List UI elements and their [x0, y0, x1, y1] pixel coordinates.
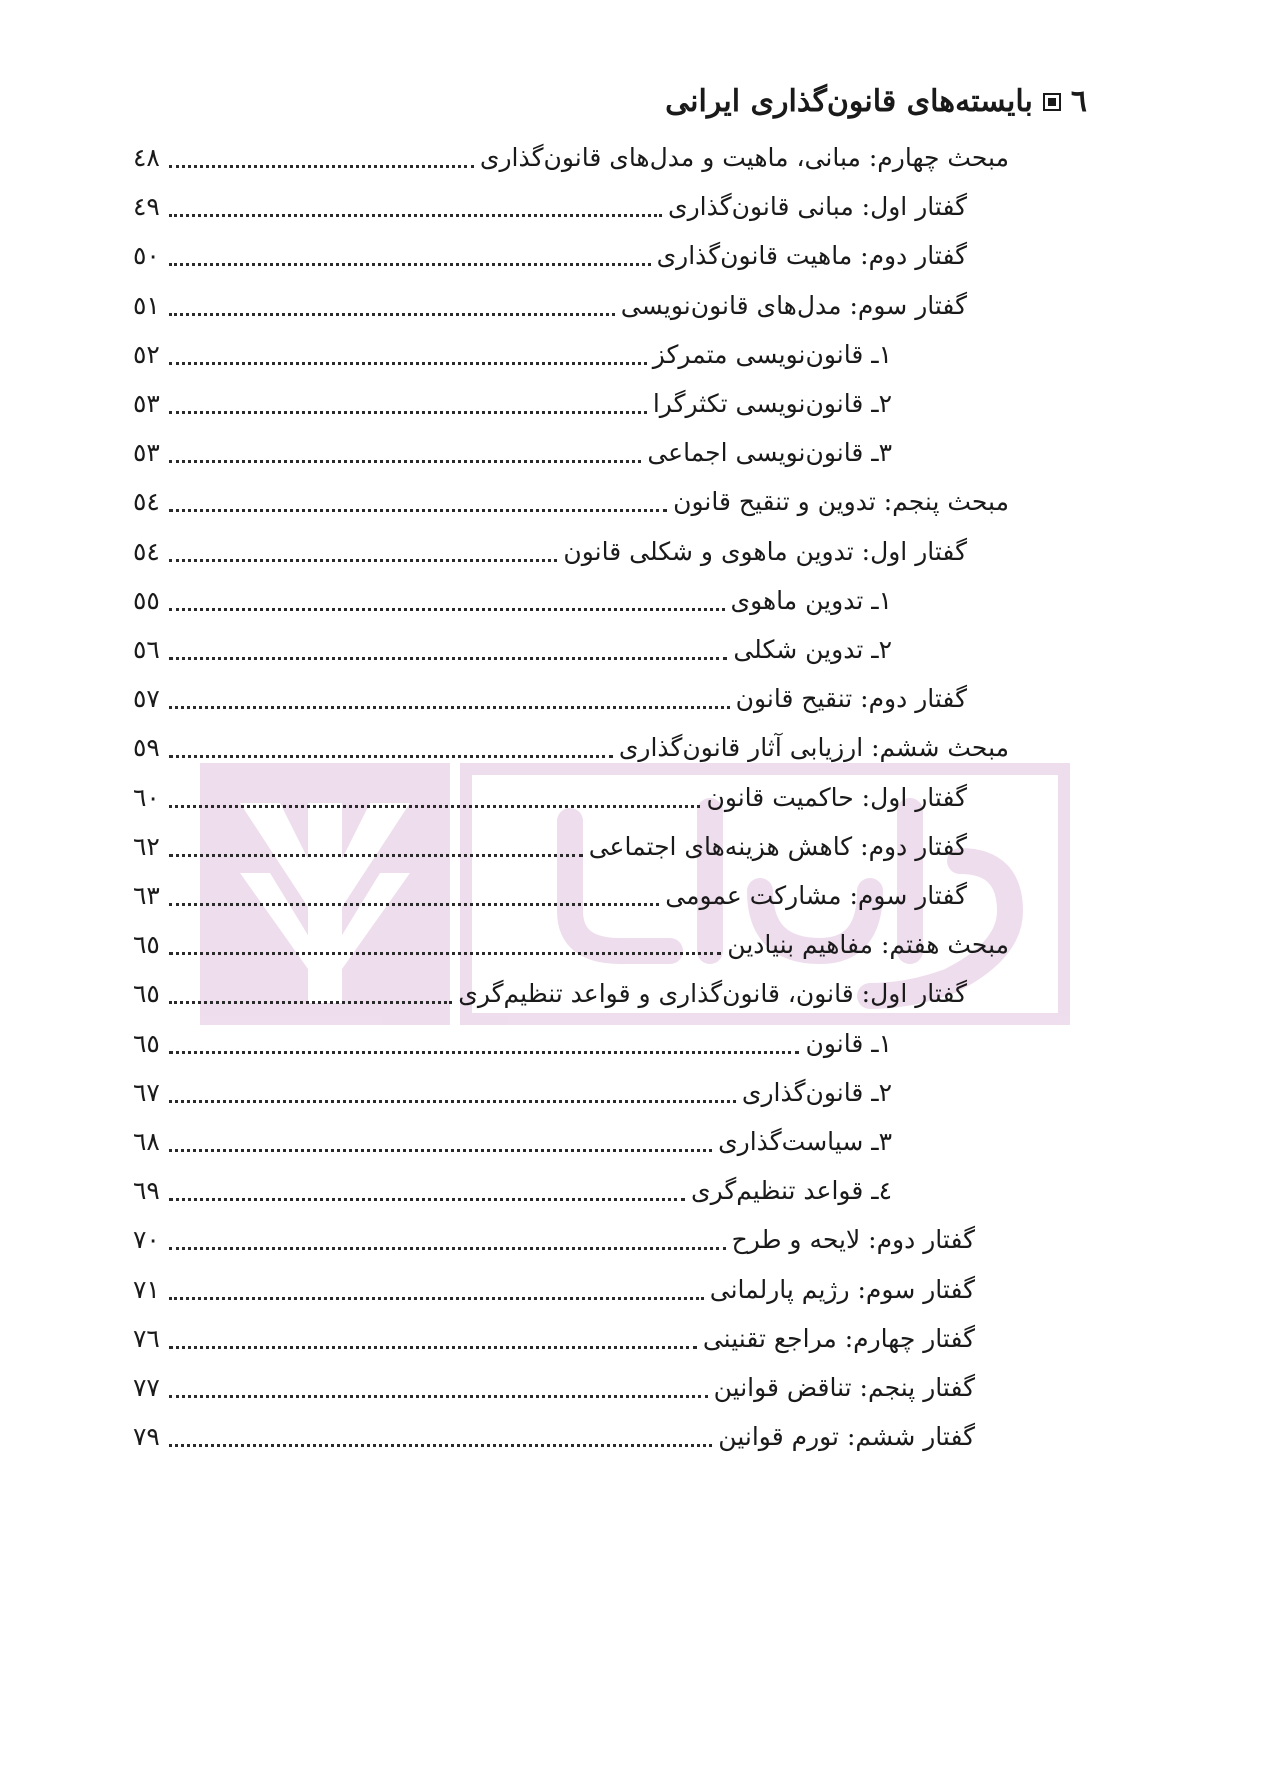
toc-entry-page: ٥٥ — [133, 585, 160, 615]
toc-entry-title: مبحث هفتم: مفاهیم بنیادین — [727, 930, 1009, 960]
toc-leader-dots — [169, 1297, 704, 1300]
toc-entry-title: مبحث چهارم: مبانی، ماهیت و مدل‌های قانون‌گذاری — [479, 143, 1009, 172]
toc-leader-dots — [169, 1149, 712, 1152]
toc-entry-page: ٥٩ — [133, 733, 160, 763]
toc-entry — [133, 925, 1009, 965]
toc-entry-page: ٧٩ — [133, 1422, 160, 1452]
toc-entry — [133, 187, 967, 227]
toc-entry — [133, 1270, 975, 1310]
toc-entry-page: ٧٦ — [133, 1323, 160, 1353]
toc-entry-title: گفتار سوم: مدل‌های قانون‌نویسی — [620, 290, 967, 320]
toc-leader-dots — [169, 854, 583, 857]
toc-entry-title: گفتار اول: تدوین ماهوی و شکلی قانون — [563, 536, 967, 566]
toc-leader-dots — [169, 313, 615, 316]
toc-entry-page: ٤٨ — [133, 143, 160, 172]
toc-entry-title: ١ـ قانون — [805, 1028, 892, 1058]
toc-leader-dots — [169, 411, 647, 414]
toc-entry-page: ٥٣ — [133, 438, 160, 468]
toc-entry — [133, 679, 967, 719]
toc-entry-page: ٦٨ — [133, 1127, 160, 1156]
toc-entry — [133, 335, 892, 375]
toc-leader-dots — [169, 1051, 799, 1054]
toc-entry-title: گفتار دوم: ماهیت قانون‌گذاری — [656, 241, 967, 271]
toc-entry — [133, 482, 1009, 522]
toc-entry-page: ٧١ — [133, 1274, 160, 1304]
toc-entry — [133, 728, 1009, 768]
square-bullet-icon — [1043, 93, 1061, 111]
toc-entry — [133, 1024, 892, 1064]
toc-entry-page: ٦٣ — [133, 881, 160, 910]
toc-entry-title: گفتار اول: حاکمیت قانون — [706, 782, 967, 812]
toc-leader-dots — [169, 706, 730, 709]
toc-entry-title: ١ـ تدوین ماهوی — [730, 585, 892, 615]
toc-entry — [133, 1122, 892, 1162]
page-header — [665, 84, 1087, 119]
toc-entry-page: ٦٥ — [133, 930, 160, 960]
book-title: بایسته‌های قانون‌گذاری ایرانی — [665, 84, 1033, 119]
toc-leader-dots — [169, 805, 700, 808]
toc-entry-title: ٣ـ سیاست‌گذاری — [718, 1127, 892, 1156]
toc-entry-title: ٣ـ قانون‌نویسی اجماعی — [647, 438, 892, 468]
toc-leader-dots — [169, 952, 721, 955]
toc-entry-page: ٥١ — [133, 290, 160, 320]
toc-entry-title: گفتار دوم: تنقیح قانون — [735, 684, 967, 714]
toc-entry — [133, 876, 967, 916]
toc-entry — [133, 827, 967, 867]
toc-entry — [133, 532, 967, 572]
toc-leader-dots — [169, 1444, 712, 1447]
toc-entry-page: ٦٢ — [133, 831, 160, 861]
toc-leader-dots — [169, 1001, 452, 1004]
toc-leader-dots — [169, 559, 557, 562]
toc-entry-page: ٤٩ — [133, 192, 160, 222]
toc-entry-page: ٧٠ — [133, 1225, 160, 1255]
toc-entry — [133, 1319, 975, 1359]
toc-entry — [133, 384, 892, 424]
toc-entry-title: گفتار دوم: لایحه و طرح — [731, 1225, 975, 1255]
toc-leader-dots — [169, 165, 474, 168]
toc-entry-title: گفتار سوم: رژیم پارلمانی — [709, 1274, 975, 1304]
toc-leader-dots — [169, 214, 662, 217]
toc-leader-dots — [169, 1247, 726, 1250]
toc-entry-page: ٥٢ — [133, 339, 160, 369]
page-number: ٦ — [1070, 84, 1087, 119]
toc-leader-dots — [169, 755, 613, 758]
toc-leader-dots — [169, 1346, 697, 1349]
toc-entry-title: گفتار چهارم: مراجع تقنینی — [702, 1323, 975, 1353]
toc-entry-title: ٢ـ تدوین شکلی — [733, 635, 892, 664]
toc-leader-dots — [169, 608, 725, 611]
toc-entry-title: ٢ـ قانون‌گذاری — [741, 1077, 892, 1107]
toc-leader-dots — [169, 1395, 708, 1398]
toc-entry-title: گفتار ششم: تورم قوانین — [718, 1422, 975, 1452]
toc-entry — [133, 138, 1009, 178]
toc-entry-title: ٢ـ قانون‌نویسی تکثرگرا — [652, 389, 892, 418]
toc-entry — [133, 974, 967, 1014]
toc-entry-title: مبحث پنجم: تدوین و تنقیح قانون — [673, 487, 1009, 517]
toc-entry-title: گفتار اول: مبانی قانون‌گذاری — [668, 192, 967, 222]
toc-entry-page: ٥٧ — [133, 684, 160, 714]
toc-entry-page: ٥٣ — [133, 389, 160, 418]
toc-entry — [133, 286, 967, 326]
toc-entry-title: مبحث ششم: ارزیابی آثار قانون‌گذاری — [618, 733, 1009, 763]
toc-entry — [133, 778, 967, 818]
toc-entry-page: ٥٤ — [133, 487, 160, 517]
toc-entry — [133, 236, 967, 276]
toc-entry-title: ٤ـ قواعد تنظیم‌گری — [691, 1176, 892, 1206]
toc-entry-page: ٦٩ — [133, 1176, 160, 1206]
toc-entry-page: ٦٧ — [133, 1077, 160, 1107]
toc-leader-dots — [169, 460, 641, 463]
toc-leader-dots — [169, 657, 727, 660]
toc-entry-page: ٦٥ — [133, 1028, 160, 1058]
toc-entry-page: ٧٧ — [133, 1373, 160, 1402]
toc-entry-title: گفتار سوم: مشارکت عمومی — [665, 881, 967, 910]
toc-entry-title: گفتار اول: قانون، قانون‌گذاری و قواعد تنظیم‌گری — [458, 979, 967, 1009]
toc-leader-dots — [169, 263, 651, 266]
toc-leader-dots — [169, 362, 647, 365]
toc-entry — [133, 1417, 975, 1457]
toc-entry-title: گفتار پنجم: تناقض قوانین — [713, 1373, 975, 1402]
toc-entry-title: ١ـ قانون‌نویسی متمرکز — [652, 339, 892, 369]
toc-entry-title: گفتار دوم: کاهش هزینه‌های اجتماعی — [588, 831, 967, 861]
toc-leader-dots — [169, 1100, 736, 1103]
toc-entry — [133, 630, 892, 670]
toc-entry — [133, 1073, 892, 1113]
toc-entry — [133, 1171, 892, 1211]
toc-entry-page: ٥٤ — [133, 536, 160, 566]
toc-leader-dots — [169, 1198, 685, 1201]
toc-entry — [133, 1368, 975, 1408]
toc-entry — [133, 433, 892, 473]
toc-entry-page: ٦٠ — [133, 782, 160, 812]
toc-entry — [133, 1220, 975, 1260]
toc-entry-page: ٥٠ — [133, 241, 160, 271]
toc-entry-page: ٦٥ — [133, 979, 160, 1009]
toc-leader-dots — [169, 509, 667, 512]
toc-entry — [133, 581, 892, 621]
toc-entry-page: ٥٦ — [133, 635, 160, 664]
toc-leader-dots — [169, 903, 659, 906]
